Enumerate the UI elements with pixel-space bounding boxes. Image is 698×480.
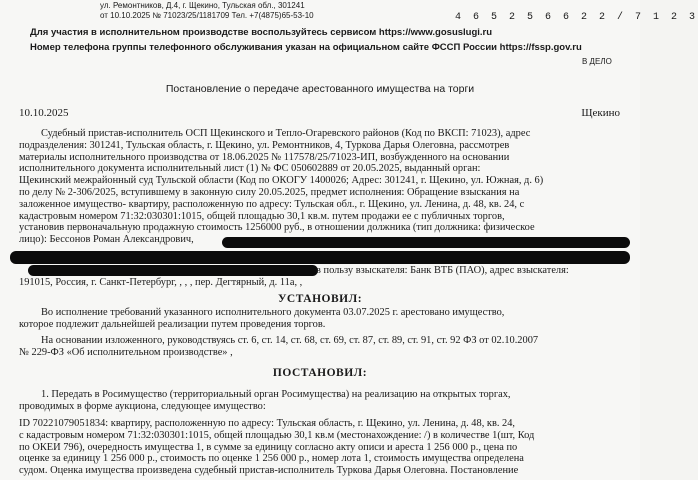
intro-paragraph: [19, 128, 623, 246]
intro-line: Щекинский межрайонный суд Тульской области (Код по ОКОГУ 1400026; Адрес: 301241, г. Щекино, ул. Южная, д. 6): [19, 175, 544, 187]
established-heading: УСТАНОВИЛ:: [277, 293, 363, 305]
header-reg-number: от 10.10.2025 № 71023/25/1181709 Тел. +7(4875)65-53-10: [100, 11, 314, 20]
intro-line: по делу № 2-306/2025, вступившему в законную силу 20.05.2025, предмет исполнения: Обращение взыскания на: [19, 186, 520, 198]
document-city: Щекино: [581, 107, 620, 119]
intro-line: кадастровым номером 71:32:030301:1015, общей площадью 30,1 кв.м. путем продажи ее с публичных торгов,: [19, 210, 505, 222]
established-paragraph: [19, 307, 623, 331]
claimant-line: в пользу взыскателя: Банк ВТБ (ПАО), адрес взыскателя:: [316, 265, 569, 276]
intro-line: лицо): Бессонов Роман Александрович,: [19, 234, 194, 246]
header-address: ул. Ремонтников, Д.4, г. Щекино, Тульская обл., 301241: [100, 1, 305, 10]
fssp-notice: Номер телефона группы телефонного обслуживания указан на официальном сайте ФССП России https://fssp.gov.ru: [30, 42, 582, 53]
property-line: по ОКЕИ 796), очередность имущества 1, в сумме за единицу согласно акту описи и ареста 1 256 000 р., цена по: [19, 441, 518, 453]
resolved-paragraph: [19, 389, 623, 413]
established-line: которое подлежит дальнейшей реализации путем проведения торгов.: [19, 318, 326, 330]
gosuslugi-notice: Для участия в исполнительном производстве воспользуйтесь сервисом https://www.gosuslugi.ru: [30, 27, 493, 38]
barcode-digits: 4 6 5 2 5 6 6 2 2 / 7 1 2 3: [455, 12, 698, 23]
redaction-bar: [28, 265, 318, 276]
intro-line: материалы исполнительного производства от 18.06.2025 № 117578/25/71023-ИП, возбужденного на основании: [19, 151, 510, 163]
property-line: оценке за единицу 1 256 000 р., стоимость по оценке 1 256 000 р., номер лота 1, стоимость имущества определена: [19, 453, 524, 465]
resolved-line: проводимых в форме аукциона, следующее имущество:: [19, 400, 266, 412]
intro-line: подразделения: 301241, Тульская область, г. Щекино, ул. Ремонтников, 4, Туркова Дарья Олеговна, рассмотрев: [19, 139, 510, 151]
intro-line: исполнительного документа исполнительный лист (1) № ФС 050602889 от 20.05.2025, выданный орган:: [19, 163, 481, 175]
resolved-heading: ПОСТАНОВИЛ:: [272, 367, 368, 379]
redaction-bar: [222, 237, 630, 248]
established-line: Во исполнение требований указанного исполнительного документа 03.07.2025 г. арестовано имущество,: [41, 307, 505, 318]
property-paragraph: [19, 418, 623, 477]
intro-line: установив первоначальную продажную стоимость 1256000 руб., в отношении должника (тип должника: физическое: [19, 222, 535, 234]
intro-line: Судебный пристав-исполнитель ОСП Щекинского и Тепло-Огаревского районов (Код по ВКСП: 71023), адрес: [41, 128, 531, 139]
basis-line: На основании изложенного, руководствуясь ст. 6, ст. 14, ст. 68, ст. 69, ст. 87, ст. 89, ст. 91, ст. 92 ФЗ от 02.10.2007: [41, 335, 539, 346]
resolved-line: 1. Передать в Росимущество (территориальный орган Росимущества) на реализацию на открытых торгах,: [41, 389, 511, 400]
property-line: судом. Оценка имущества произведена судебный пристав-исполнитель Туркова Дарья Олеговна. Постановление: [19, 465, 519, 477]
document-title: Постановление о передаче арестованного имущества на торги: [165, 83, 475, 95]
basis-paragraph: [19, 335, 623, 359]
claimant-address: 191015, Россия, г. Санкт-Петербург, , , , пер. Дегтярный, д. 11а, ,: [19, 277, 303, 288]
basis-line: № 229-ФЗ «Об исполнительном производстве» ,: [19, 346, 233, 358]
intro-line: заложенное имущество- квартиру, расположенную по адресу: Тульская обл., г. Щекино, ул. Ленина, д. 48, кв. 24, с: [19, 198, 525, 210]
redaction-bar: [10, 251, 630, 264]
property-line: с кадастровым номером 71:32:030301:1015, общей площадью 30,1 кв.м (местонахождение: /) в количестве 1(шт, Код: [19, 429, 535, 441]
property-line: ID 70221079051834: квартиру, расположенную по адресу: Тульская область, г. Щекино, ул. Ленина, д. 48, кв. 24,: [19, 418, 516, 429]
document-date: 10.10.2025: [19, 107, 69, 119]
delo-stamp: В ДЕЛО: [582, 57, 612, 66]
